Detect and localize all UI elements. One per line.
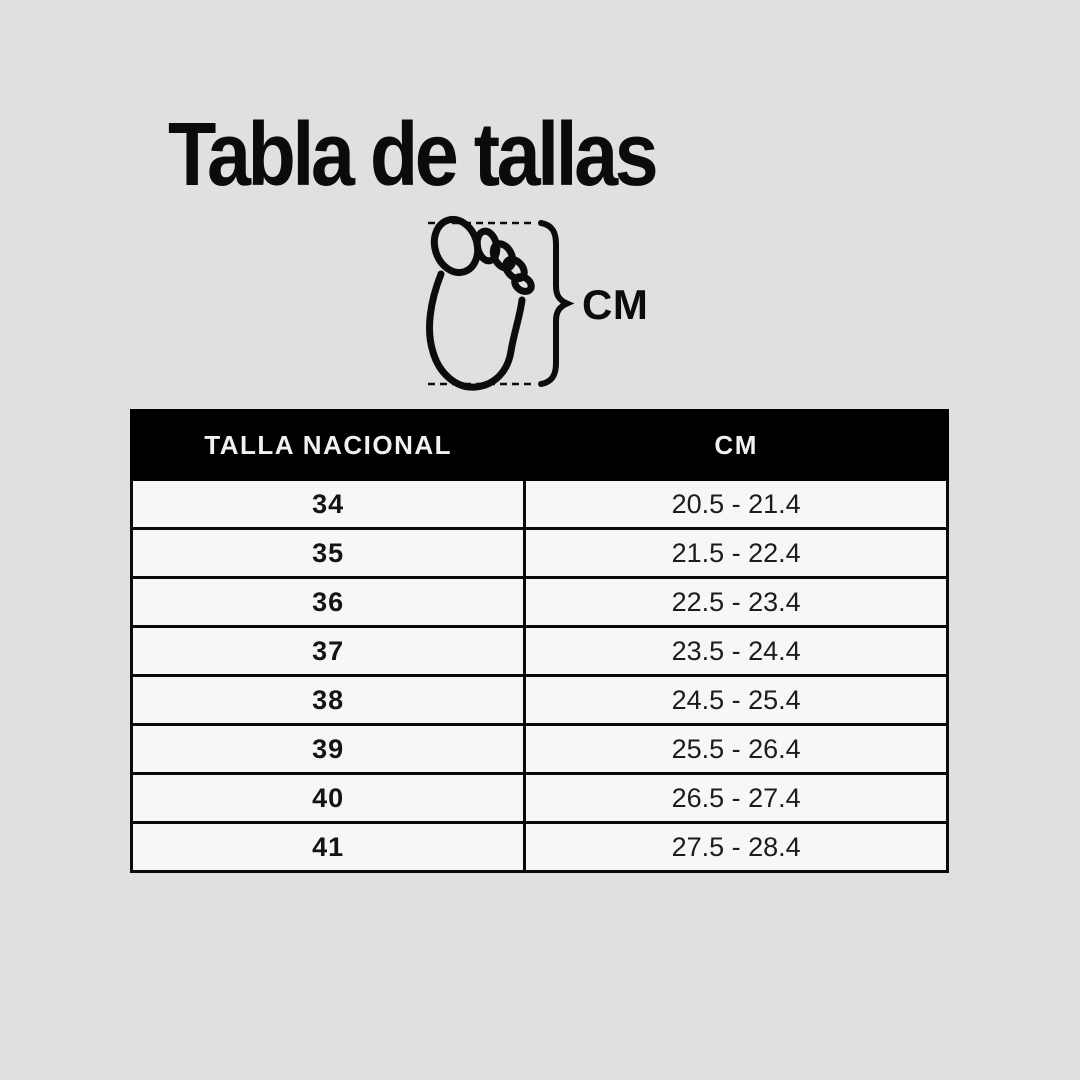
header-cm: CM (525, 411, 948, 480)
foot-measure-diagram (420, 212, 680, 392)
size-cell: 38 (132, 676, 525, 725)
page-title: Tabla de tallas (168, 105, 656, 205)
size-cell: 41 (132, 823, 525, 872)
size-cell: 35 (132, 529, 525, 578)
table-row (132, 725, 948, 774)
size-cell: 40 (132, 774, 525, 823)
size-cell: 39 (132, 725, 525, 774)
table-row (132, 823, 948, 872)
size-cell: 34 (132, 480, 525, 529)
cm-unit-label: CM (582, 281, 649, 328)
curly-brace-icon (541, 223, 567, 384)
cm-range-cell: 23.5 - 24.4 (525, 627, 948, 676)
cm-range-cell: 22.5 - 23.4 (525, 578, 948, 627)
cm-range-cell: 25.5 - 26.4 (525, 725, 948, 774)
size-cell: 37 (132, 627, 525, 676)
table-row (132, 480, 948, 529)
cm-range-cell: 27.5 - 28.4 (525, 823, 948, 872)
table-row (132, 578, 948, 627)
size-table-header (132, 411, 948, 480)
header-talla-nacional: TALLA NACIONAL (132, 411, 525, 480)
cm-range-cell: 26.5 - 27.4 (525, 774, 948, 823)
size-cell: 36 (132, 578, 525, 627)
footprint-icon (428, 214, 534, 387)
cm-range-cell: 24.5 - 25.4 (525, 676, 948, 725)
table-row (132, 774, 948, 823)
size-table-body (132, 480, 948, 872)
size-table (130, 409, 949, 873)
cm-range-cell: 21.5 - 22.4 (525, 529, 948, 578)
table-row (132, 627, 948, 676)
table-row (132, 676, 948, 725)
cm-range-cell: 20.5 - 21.4 (525, 480, 948, 529)
header-row (132, 411, 948, 480)
table-row (132, 529, 948, 578)
